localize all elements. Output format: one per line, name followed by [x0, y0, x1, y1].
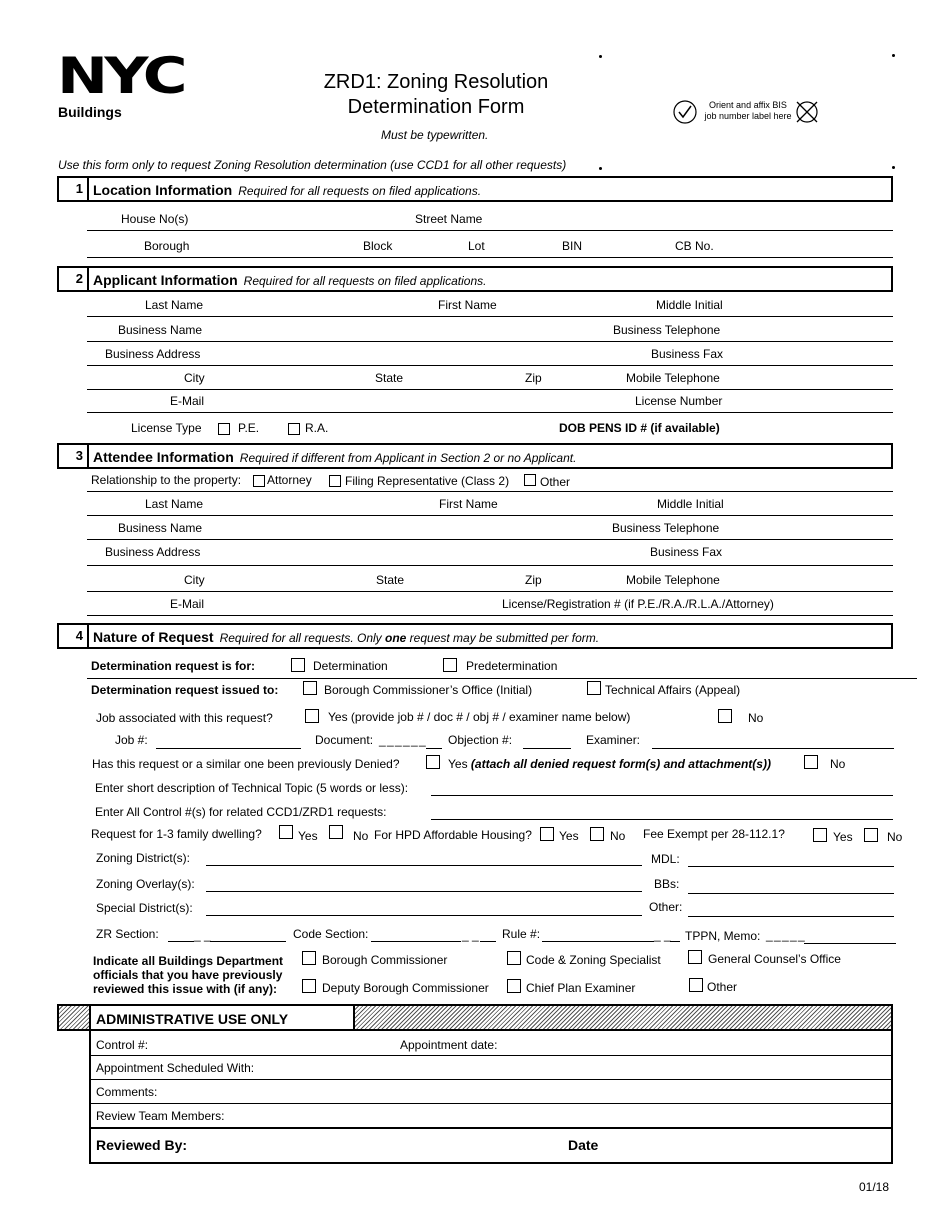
- zoning-overlays-field[interactable]: [206, 891, 642, 892]
- code-section-field-a[interactable]: [371, 941, 461, 942]
- section-subtitle: Required if different from Applicant in Section 2 or no Applicant.: [239, 451, 577, 465]
- borough-comm-office-label: Borough Commissioner’s Office (Initial): [324, 683, 533, 697]
- field-line: [87, 539, 893, 540]
- section-title-text: Location Information: [93, 182, 233, 198]
- officials-note: [93, 954, 283, 996]
- comments-label: Comments:: [96, 1085, 158, 1099]
- label-note: [699, 100, 797, 122]
- section-1-header: [57, 176, 893, 202]
- pe-label: P.E.: [238, 421, 260, 435]
- denied-yes-label: [448, 757, 771, 771]
- other-relationship-checkbox[interactable]: [524, 474, 536, 486]
- city-label: City: [184, 573, 205, 587]
- tppn-label: TPPN, Memo:: [685, 929, 761, 943]
- denied-no-checkbox[interactable]: [804, 755, 818, 769]
- rule-fill: _ _: [654, 928, 671, 942]
- code-section-label: Code Section:: [293, 927, 369, 941]
- officials-note-line1: Indicate all Buildings Department: [93, 954, 284, 968]
- hpd-no-label: No: [610, 829, 626, 843]
- zr-section-fill: _ _: [194, 928, 211, 942]
- admin-title-box: [89, 1004, 355, 1031]
- corner-dot: [599, 167, 602, 170]
- code-zoning-specialist-label: Code & Zoning Specialist: [526, 953, 661, 967]
- business-fax-label: Business Fax: [651, 347, 724, 361]
- attorney-label: Attorney: [267, 473, 312, 487]
- hpd-label: For HPD Affordable Housing?: [374, 828, 532, 842]
- attorney-checkbox[interactable]: [253, 475, 265, 487]
- street-name-label: Street Name: [415, 212, 483, 226]
- denied-yes-checkbox[interactable]: [426, 755, 440, 769]
- subtitle-emphasis: one: [385, 631, 407, 645]
- zr-section-field-b[interactable]: [210, 941, 286, 942]
- rule-label: Rule #:: [502, 927, 541, 941]
- tppn-fill[interactable]: _ _ _ _ _: [766, 928, 804, 942]
- document-field[interactable]: _ _ _ _ _ _: [379, 733, 425, 747]
- section-subtitle: Required for all requests on filed applications.: [243, 274, 487, 288]
- general-counsel-checkbox[interactable]: [688, 950, 702, 964]
- admin-thick-line: [89, 1127, 893, 1129]
- short-description-field[interactable]: [431, 795, 893, 796]
- hpd-yes-checkbox[interactable]: [540, 827, 554, 841]
- field-line: [87, 389, 893, 390]
- borough-commissioner-checkbox[interactable]: [302, 951, 316, 965]
- job-yes-label: Yes (provide job # / doc # / obj # / examiner name below): [328, 710, 631, 724]
- subtitle-part: Required for all requests. Only: [219, 631, 385, 645]
- logo-sub-text: Buildings: [58, 104, 122, 120]
- job-number-label: Job #:: [115, 733, 148, 747]
- control-numbers-label: Enter All Control #(s) for related CCD1/ZRD1 requests:: [95, 805, 387, 819]
- bbs-label: BBs:: [654, 877, 680, 891]
- deputy-borough-commissioner-label: Deputy Borough Commissioner: [322, 981, 489, 995]
- document-label: Document:: [315, 733, 374, 747]
- first-name-label: First Name: [439, 497, 498, 511]
- first-name-label: First Name: [438, 298, 497, 312]
- section-number: 1: [59, 178, 89, 200]
- mobile-telephone-label: Mobile Telephone: [626, 371, 720, 385]
- email-label: E-Mail: [170, 597, 205, 611]
- field-line: [87, 615, 893, 616]
- business-fax-label: Business Fax: [650, 545, 723, 559]
- section-subtitle: [220, 631, 600, 645]
- general-counsel-label: General Counsel’s Office: [708, 952, 841, 966]
- section-title-text: Nature of Request: [93, 629, 214, 645]
- field-line: [87, 491, 893, 492]
- deputy-borough-commissioner-checkbox[interactable]: [302, 979, 316, 993]
- section-3-header: [57, 443, 893, 469]
- last-name-label: Last Name: [145, 298, 204, 312]
- determination-checkbox[interactable]: [291, 658, 305, 672]
- issued-to-label: Determination request issued to:: [91, 683, 279, 697]
- relationship-label: Relationship to the property:: [91, 473, 242, 487]
- subtitle-part: request may be submitted per form.: [406, 631, 600, 645]
- middle-initial-label: Middle Initial: [656, 298, 723, 312]
- borough-label: Borough: [144, 239, 190, 253]
- objection-label: Objection #:: [448, 733, 513, 747]
- technical-affairs-label: Technical Affairs (Appeal): [605, 683, 741, 697]
- bbs-field[interactable]: [688, 893, 894, 894]
- denied-attach-text: (attach all denied request form(s) and attachment(s)): [470, 757, 771, 771]
- corner-dot: [892, 54, 895, 57]
- license-number-label: License Number: [635, 394, 723, 408]
- code-section-fill: _ _: [462, 928, 479, 942]
- section-title: [93, 449, 576, 465]
- zip-label: Zip: [525, 371, 542, 385]
- family-yes-label: Yes: [298, 829, 318, 843]
- predetermination-label: Predetermination: [466, 659, 558, 673]
- job-no-checkbox[interactable]: [718, 709, 732, 723]
- short-description-label: Enter short description of Technical Topic (5 words or less):: [95, 781, 409, 795]
- filing-rep-checkbox[interactable]: [329, 475, 341, 487]
- bin-label: BIN: [562, 239, 583, 253]
- middle-initial-label: Middle Initial: [657, 497, 724, 511]
- section-4-header: [57, 623, 893, 649]
- section-number: 2: [59, 268, 89, 290]
- last-name-label: Last Name: [145, 497, 204, 511]
- hpd-no-checkbox[interactable]: [590, 827, 604, 841]
- other-field-label: Other:: [649, 900, 683, 914]
- block-label: Block: [363, 239, 393, 253]
- section-number: 4: [59, 625, 89, 647]
- rule-field-b[interactable]: [670, 941, 680, 942]
- license-registration-label: License/Registration # (if P.E./R.A./R.L.A./Attorney): [502, 597, 774, 611]
- crossed-circle-icon: [795, 100, 819, 124]
- job-yes-checkbox[interactable]: [305, 709, 319, 723]
- other-official-checkbox[interactable]: [689, 978, 703, 992]
- control-numbers-field[interactable]: [431, 819, 893, 820]
- officials-note-line3: reviewed this issue with (if any):: [93, 982, 278, 996]
- logo-main-text: NYC: [57, 47, 184, 105]
- field-line: [87, 257, 893, 258]
- filing-rep-label: Filing Representative (Class 2): [345, 474, 510, 488]
- business-address-label: Business Address: [105, 347, 201, 361]
- cb-no-label: CB No.: [675, 239, 714, 253]
- objection-field[interactable]: [523, 748, 571, 749]
- section-title: [93, 629, 599, 645]
- section-title: [93, 272, 486, 288]
- fee-no-checkbox[interactable]: [864, 828, 878, 842]
- state-label: State: [375, 371, 404, 385]
- control-label: Control #:: [96, 1038, 149, 1052]
- tppn-field[interactable]: [804, 943, 896, 944]
- rule-field-a[interactable]: [542, 941, 654, 942]
- fee-no-label: No: [887, 830, 903, 844]
- examiner-field[interactable]: [652, 748, 894, 749]
- section-2-header: [57, 266, 893, 292]
- chief-plan-examiner-checkbox[interactable]: [507, 979, 521, 993]
- family-no-label: No: [353, 829, 369, 843]
- fee-yes-label: Yes: [833, 830, 853, 844]
- other-relationship-label: Other: [540, 475, 571, 489]
- use-note: Use this form only to request Zoning Resolution determination (use CCD1 for all other requests): [58, 158, 567, 172]
- job-associated-label: Job associated with this request?: [96, 711, 273, 725]
- appointment-date-label: Appointment date:: [400, 1038, 498, 1052]
- borough-commissioner-label: Borough Commissioner: [322, 953, 448, 967]
- document-field-line: [426, 748, 442, 749]
- zip-label: Zip: [525, 573, 542, 587]
- chief-plan-examiner-label: Chief Plan Examiner: [526, 981, 636, 995]
- field-line: [87, 412, 893, 413]
- zr-section-field-a[interactable]: [168, 941, 194, 942]
- section-title: [93, 182, 481, 198]
- business-telephone-label: Business Telephone: [613, 323, 721, 337]
- predetermination-checkbox[interactable]: [443, 658, 457, 672]
- business-telephone-label: Business Telephone: [612, 521, 720, 535]
- other-official-label: Other: [707, 980, 738, 994]
- section-number: 3: [59, 445, 89, 467]
- house-no-label: House No(s): [121, 212, 189, 226]
- fee-exempt-label: Fee Exempt per 28-112.1?: [643, 827, 785, 841]
- corner-dot: [892, 166, 895, 169]
- admin-hatch-left: [57, 1004, 90, 1031]
- code-section-field-b[interactable]: [480, 941, 496, 942]
- special-districts-field[interactable]: [206, 915, 642, 916]
- state-label: State: [376, 573, 405, 587]
- label-note-line2: job number label here: [704, 111, 792, 121]
- form-title-line1: ZRD1: Zoning Resolution: [323, 71, 549, 93]
- borough-comm-office-checkbox[interactable]: [303, 681, 317, 695]
- mdl-field[interactable]: [688, 866, 894, 867]
- date-label: Date: [568, 1137, 599, 1153]
- denied-no-label: No: [830, 757, 846, 771]
- job-no-label: No: [748, 711, 764, 725]
- job-number-field[interactable]: [156, 748, 301, 749]
- code-zoning-specialist-checkbox[interactable]: [507, 951, 521, 965]
- city-label: City: [184, 371, 205, 385]
- business-name-label: Business Name: [118, 323, 203, 337]
- mdl-label: MDL:: [651, 852, 680, 866]
- label-note-line1: Orient and affix BIS: [709, 100, 787, 110]
- field-line: [87, 316, 893, 317]
- section-title-text: Applicant Information: [93, 272, 238, 288]
- field-line: [87, 565, 893, 566]
- field-line: [87, 591, 893, 592]
- checkmark-circle-icon: [673, 100, 697, 124]
- admin-row-line: [89, 1103, 893, 1104]
- zr-section-label: ZR Section:: [96, 927, 159, 941]
- typewritten-note: Must be typewritten.: [381, 128, 489, 142]
- other-field-input[interactable]: [688, 916, 894, 917]
- form-title: [286, 70, 586, 120]
- technical-affairs-checkbox[interactable]: [587, 681, 601, 695]
- dob-pens-label: DOB PENS ID # (if available): [559, 421, 720, 435]
- section-subtitle: Required for all requests on filed applications.: [238, 184, 482, 198]
- review-team-label: Review Team Members:: [96, 1109, 225, 1123]
- section-title-text: Attendee Information: [93, 449, 234, 465]
- family-yes-checkbox[interactable]: [279, 825, 293, 839]
- officials-note-line2: officials that you have previously: [93, 968, 283, 982]
- determination-is-for-label: Determination request is for:: [91, 659, 256, 673]
- business-address-label: Business Address: [105, 545, 201, 559]
- admin-title: ADMINISTRATIVE USE ONLY: [96, 1011, 289, 1027]
- mobile-telephone-label: Mobile Telephone: [626, 573, 720, 587]
- zoning-districts-field[interactable]: [206, 865, 642, 866]
- admin-row-line: [89, 1079, 893, 1080]
- special-districts-label: Special District(s):: [96, 901, 193, 915]
- ra-label: R.A.: [305, 421, 329, 435]
- pe-checkbox[interactable]: [218, 423, 230, 435]
- business-name-label: Business Name: [118, 521, 203, 535]
- corner-dot: [599, 55, 602, 58]
- license-type-label: License Type: [131, 421, 202, 435]
- examiner-label: Examiner:: [586, 733, 641, 747]
- ra-checkbox[interactable]: [288, 423, 300, 435]
- reviewed-by-label: Reviewed By:: [96, 1137, 188, 1153]
- field-line: [87, 230, 893, 231]
- zoning-districts-label: Zoning District(s):: [96, 851, 191, 865]
- field-line: [87, 365, 893, 366]
- family-no-checkbox[interactable]: [329, 825, 343, 839]
- appointment-with-label: Appointment Scheduled With:: [96, 1061, 255, 1075]
- determination-label: Determination: [313, 659, 388, 673]
- previously-denied-label: Has this request or a similar one been previously Denied?: [92, 757, 400, 771]
- admin-row-line: [89, 1055, 893, 1056]
- family-dwelling-label: Request for 1-3 family dwelling?: [91, 827, 262, 841]
- form-version: 01/18: [859, 1180, 890, 1194]
- zoning-overlays-label: Zoning Overlay(s):: [96, 877, 195, 891]
- field-line: [87, 678, 917, 679]
- fee-yes-checkbox[interactable]: [813, 828, 827, 842]
- hpd-yes-label: Yes: [559, 829, 579, 843]
- denied-yes-text: Yes: [448, 757, 468, 771]
- nyc-buildings-logo: [57, 47, 197, 125]
- form-title-line2: Determination Form: [347, 96, 525, 118]
- field-line: [87, 515, 893, 516]
- field-line: [87, 341, 893, 342]
- admin-hatch-right: [355, 1004, 893, 1031]
- lot-label: Lot: [468, 239, 485, 253]
- email-label: E-Mail: [170, 394, 205, 408]
